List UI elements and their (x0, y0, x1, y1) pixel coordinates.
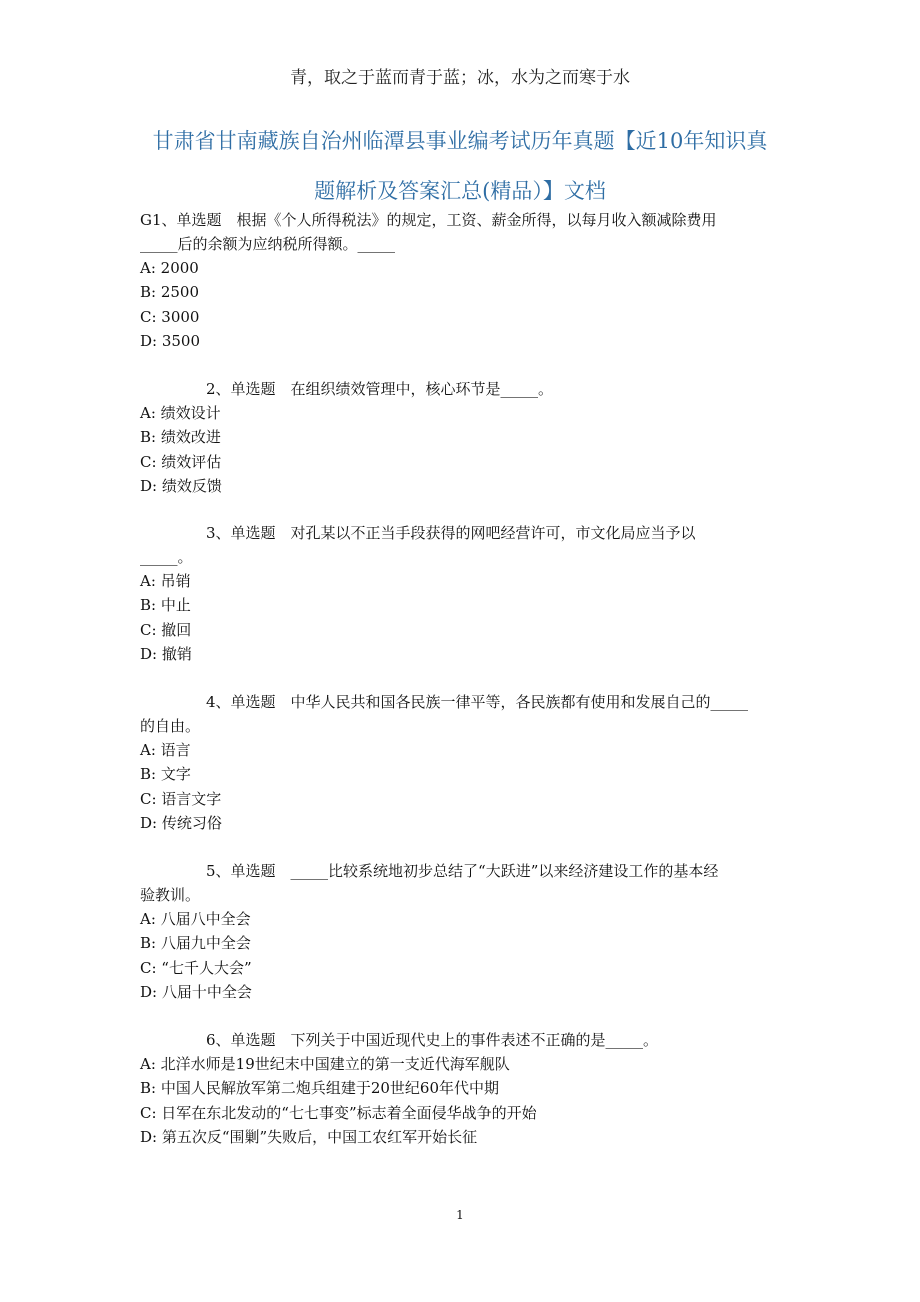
page-number: 1 (456, 1208, 464, 1222)
option-b: B: 中止 (140, 596, 191, 615)
option-d: D: 八届十中全会 (140, 982, 252, 1001)
option-b: B: 文字 (140, 765, 191, 784)
question-text: 6、单选题 下列关于中国近现代史上的事件表述不正确的是_____。 (206, 1031, 659, 1049)
option-a: A: 语言 (140, 741, 191, 759)
title-line-1: 甘肃省甘南藏族自治州临潭县事业编考试历年真题【近10年知识真 (152, 129, 768, 153)
header-motto: 青，取之于蓝而青于蓝；冰，水为之而寒于水 (290, 68, 630, 88)
option-d: D: 撤销 (140, 644, 192, 663)
option-d: D: 第五次反“围剿”失败后，中国工农红军开始长征 (140, 1127, 478, 1146)
question-text: 5、单选题 _____比较系统地初步总结了“大跃进”以来经济建设工作的基本经 (206, 862, 719, 880)
option-c: C: 绩效评估 (140, 452, 222, 471)
question-text: 2、单选题 在组织绩效管理中，核心环节是_____。 (206, 380, 554, 398)
question-1 (140, 208, 830, 353)
question-3 (140, 521, 830, 666)
question-5 (140, 859, 830, 1004)
question-text: 3、单选题 对孔某以不正当手段获得的网吧经营许可，市文化局应当予以 (206, 524, 696, 542)
document-title (120, 116, 800, 216)
option-c: C: 3000 (140, 307, 200, 326)
option-a: A: 八届八中全会 (140, 910, 251, 928)
option-c: C: “七千人大会” (140, 958, 252, 977)
option-b: B: 中国人民解放军第二炮兵组建于20世纪60年代中期 (140, 1079, 500, 1098)
option-a: A: 绩效设计 (140, 404, 221, 422)
option-b: B: 绩效改进 (140, 428, 221, 447)
question-text-cont: _____。 (140, 548, 193, 566)
question-6 (140, 1028, 830, 1149)
title-line-2: 题解析及答案汇总(精品）】文档 (314, 179, 606, 203)
option-d: D: 绩效反馈 (140, 476, 222, 495)
option-d: D: 传统习俗 (140, 813, 222, 832)
option-b: B: 八届九中全会 (140, 934, 251, 953)
question-text: 4、单选题 中华人民共和国各民族一律平等，各民族都有使用和发展自己的_____ (206, 693, 749, 711)
option-a: A: 吊销 (140, 572, 191, 590)
question-text-cont: 的自由。 (140, 717, 201, 735)
option-c: C: 日军在东北发动的“七七事变”标志着全面侵华战争的开始 (140, 1103, 537, 1122)
question-text-cont: _____后的余额为应纳税所得额。_____ (140, 235, 396, 253)
option-b: B: 2500 (140, 283, 200, 302)
question-4 (140, 690, 830, 835)
option-a: A: 2000 (140, 259, 199, 277)
option-c: C: 撤回 (140, 620, 192, 639)
option-d: D: 3500 (140, 331, 201, 350)
option-a: A: 北洋水师是19世纪末中国建立的第一支近代海军舰队 (140, 1055, 510, 1073)
option-c: C: 语言文字 (140, 789, 222, 808)
question-2 (140, 377, 830, 498)
question-text-cont: 验教训。 (140, 886, 201, 904)
question-text: G1、单选题 根据《个人所得税法》的规定，工资、薪金所得，以每月收入额减除费用 (140, 211, 717, 229)
